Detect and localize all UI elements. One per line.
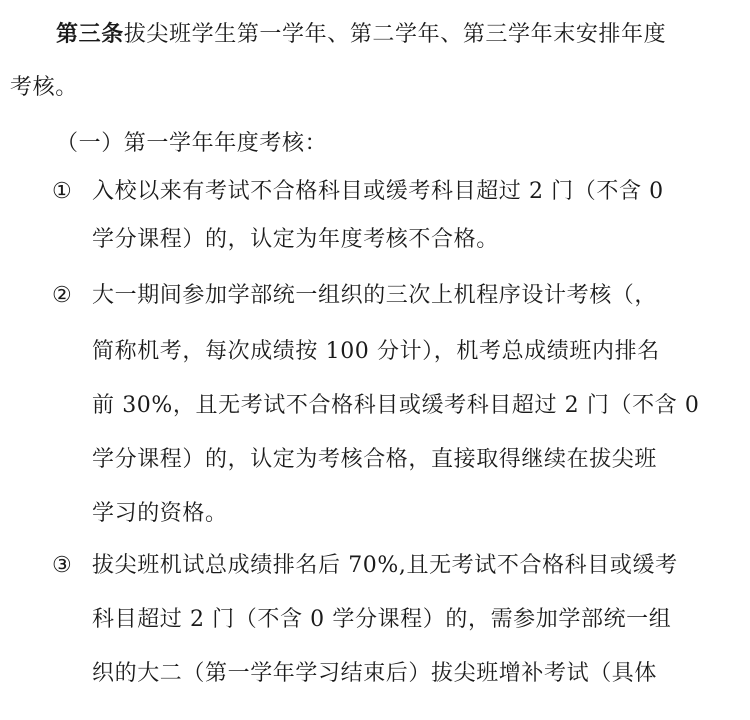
item-2-line-4: 学分课程）的，认定为考核合格，直接取得继续在拔尖班 [92, 447, 658, 472]
item-1-line-2: 学分课程）的，认定为年度考核不合格。 [92, 227, 499, 252]
section-title: （一）第一学年年度考核： [56, 131, 328, 156]
item-2-line-1: 大一期间参加学部统一组织的三次上机程序设计考核（， [92, 283, 658, 308]
item-marker-3: ③ [52, 553, 73, 578]
item-marker-2: ② [52, 283, 73, 308]
item-2-line-2: 简称机考，每次成绩按 100 分计），机考总成绩班内排名 [92, 339, 660, 364]
article-intro-continued: 考核。 [10, 75, 78, 100]
item-3-line-3: 织的大二（第一学年学习结束后）拔尖班增补考试（具体 [92, 661, 658, 686]
article-heading: 第三条 [56, 21, 124, 47]
item-3-line-2: 科目超过 2 门（不含 0 学分课程）的，需参加学部统一组 [92, 607, 672, 632]
article-intro: 拔尖班学生第一学年、第二学年、第三学年末安排年度 [123, 22, 667, 47]
item-2-line-5: 学习的资格。 [92, 501, 228, 526]
article-line-1 [56, 20, 666, 49]
item-1-line-1: 入校以来有考试不合格科目或缓考科目超过 2 门（不含 0 [92, 179, 664, 204]
item-2-line-3: 前 30%，且无考试不合格科目或缓考科目超过 2 门（不含 0 [92, 393, 700, 418]
item-3-line-1: 拔尖班机试总成绩排名后 70%,且无考试不合格科目或缓考 [92, 553, 678, 578]
item-marker-1: ① [52, 179, 73, 204]
